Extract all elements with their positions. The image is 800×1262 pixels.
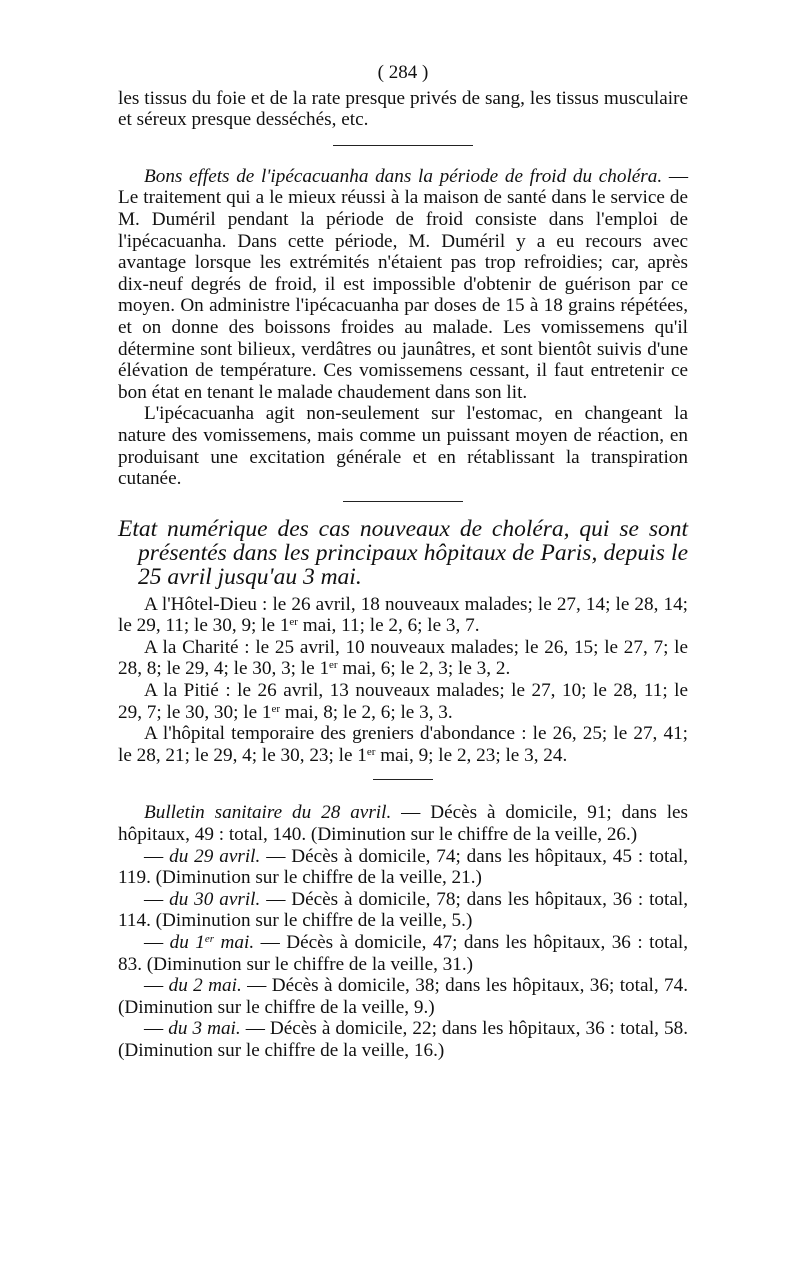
bulletin-text: — Décès à domicile, 38; dans les hôpitaux, 36; total, 74. (Diminution sur le chiffre de la veille, 9.) (118, 975, 688, 1018)
bulletin-title (170, 932, 254, 953)
bulletin-text: — Décès à domicile, 22; dans les hôpitaux, 36 : total, 58. (Diminution sur le chiffre de la veille, 16.) (118, 1018, 688, 1061)
dash: — (144, 888, 170, 910)
bulletin-entry (118, 802, 688, 845)
superscript: er (204, 933, 215, 945)
bulletin-title: du 30 avril. (169, 888, 261, 910)
bulletin-entry (118, 975, 688, 1018)
title-part: mai. (214, 932, 255, 953)
bulletin-text: — Décès à domicile, 47; dans les hôpitaux, 36 : total, 83. (Diminution sur le chiffre de la veille, 31.) (118, 932, 689, 975)
ipeca-paragraph-2: L'ipécacuanha agit non-seulement sur l'estomac, en changeant la nature des vomissemens, mais comme un puissant moyen de réaction, en produisant une excitation générale et en rétablissant la transpiration cutanée. (118, 403, 688, 490)
bulletin-entry (118, 846, 688, 889)
bulletin-entry (118, 932, 688, 975)
section-divider (333, 145, 473, 146)
entry-text: mai, 8; le 2, 6; le 3, 3. (280, 701, 453, 723)
entry-text: A la Charité : le 25 avril, 10 nouveaux malades; le 26, 15; le 27, 7; le 28, 8; le 29, 4; le 30, 3; le 1 (118, 636, 688, 680)
bulletin-title: du 3 mai. (168, 1018, 241, 1040)
superscript: er (271, 702, 281, 715)
etat-heading: Etat numérique des cas nouveaux de choléra, qui se sont présentés dans les principaux hôpitaux de Paris, depuis le 25 avril jusqu'au 3 mai. (118, 515, 688, 590)
pitie-entry (118, 680, 688, 723)
section-divider (343, 501, 463, 502)
dash: — (144, 975, 169, 997)
entry-text: A l'Hôtel-Dieu : le 26 avril, 18 nouveaux malades; le 27, 14; le 28, 14; le 29, 11; le 30, 9; le 1 (118, 593, 688, 637)
superscript: er (366, 745, 376, 758)
ipeca-paragraph (118, 166, 688, 404)
page-number: ( 284 ) (377, 62, 429, 83)
entry-text: A la Pitié : le 26 avril, 13 nouveaux malades; le 27, 10; le 28, 11; le 29, 7; le 30, 30; le 1 (118, 680, 688, 723)
hotel-dieu-entry (118, 594, 688, 637)
superscript: er (289, 616, 298, 629)
bulletin-title: du 29 avril. (169, 845, 261, 867)
bulletin-text: — Décès à domicile, 78; dans les hôpitaux, 36 : total, 114. (Diminution sur le chiffre de la veille, 5.) (118, 888, 688, 932)
greniers-entry (118, 723, 688, 766)
entry-text: mai, 9; le 2, 23; le 3, 24. (375, 744, 568, 766)
bulletin-entry (118, 1018, 688, 1061)
intro-paragraph: les tissus du foie et de la rate presque privés de sang, les tissus musculaire et séreux presque desséchés, etc. (118, 87, 688, 131)
dash: — (144, 1018, 169, 1040)
ipeca-body: — Le traitement qui a le mieux réussi à la maison de santé dans le service de M. Duméril pendant la période de froid consiste dans l'emploi de l'ipécacuanha. Dans cette période, M. Duméril y a eu recours avec avantage lorsque les extrémités n'étaient pas trop refroidies; car, après dix-neuf degrés de froid, il est impossible d'obtenir de guérison par ce moyen. On administre l'ipécacuanha par doses de 15 à 18 grains répétées, et on donne des boissons froides au malade. Les vomissemens qu'il détermine sont bilieux, verdâtres ou jaunâtres, et sont bientôt suivis d'une élévation de température. Ces vomissemens cessant, il faut entretenir ce bon état en tenant le malade chaudement dans son lit. (118, 165, 689, 403)
section-divider (373, 779, 433, 780)
bulletin-text: — Décès à domicile, 74; dans les hôpitaux, 45 : total, 119. (Diminution sur le chiffre de la veille, 21.) (118, 845, 688, 889)
dash: — (144, 845, 170, 867)
ipeca-title: Bons effets de l'ipécacuanha dans la période de froid du choléra. (144, 165, 663, 187)
bulletin-title: Bulletin sanitaire du 28 avril. (144, 802, 392, 824)
title-part: du 1 (169, 932, 205, 953)
bulletin-title: du 2 mai. (168, 975, 242, 997)
dash: — (144, 932, 170, 953)
bulletin-entry (118, 889, 688, 932)
charite-entry (118, 637, 688, 680)
entry-text: A l'hôpital temporaire des greniers d'abondance : le 26, 25; le 27, 41; le 28, 21; le 29, 4; le 30, 23; le 1 (118, 723, 688, 766)
entry-text: mai, 6; le 2, 3; le 3, 2. (337, 658, 511, 680)
entry-text: mai, 11; le 2, 6; le 3, 7. (297, 615, 480, 637)
bulletin-text: — Décès à domicile, 91; dans les hôpitaux, 49 : total, 140. (Diminution sur le chiffre de la veille, 26.) (118, 802, 689, 846)
superscript: er (329, 659, 338, 672)
